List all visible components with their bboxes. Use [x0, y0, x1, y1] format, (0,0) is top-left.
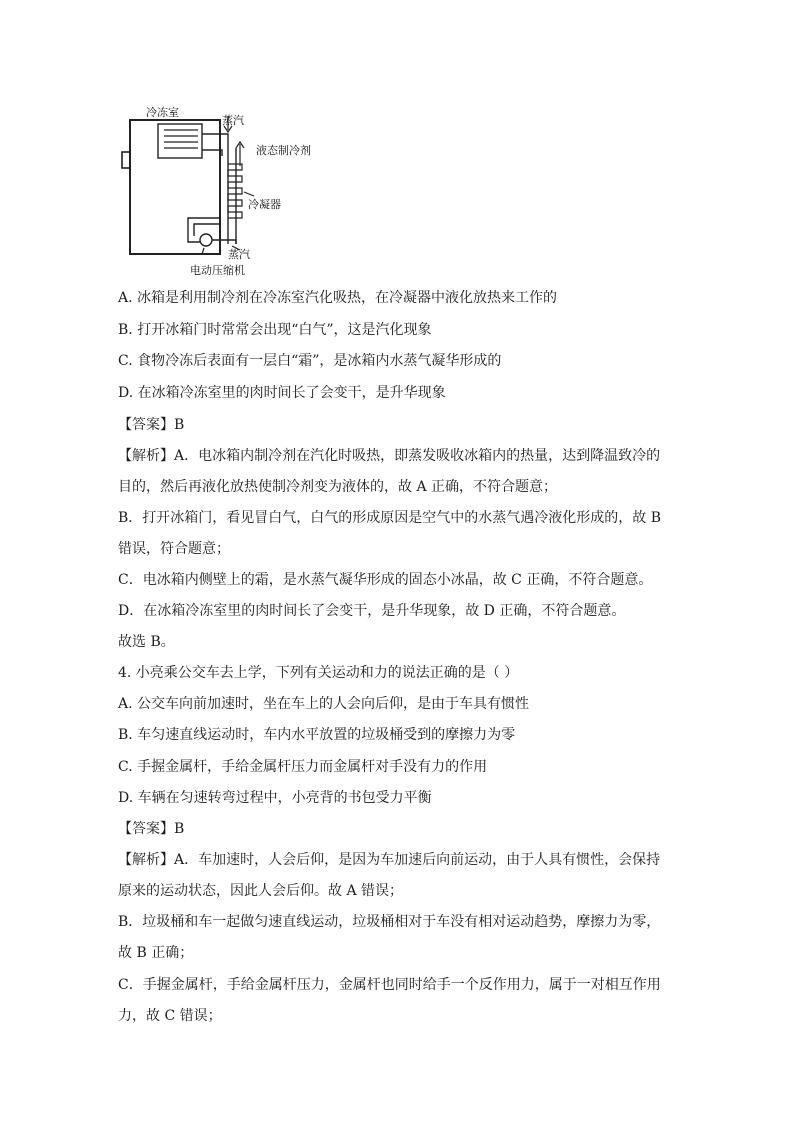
analysis-line: 【解析】A．车加速时，人会后仰，是因为车加速后向前运动，由于人具有惯性，会保持 — [118, 852, 661, 868]
analysis-line: 【解析】A．电冰箱内制冷剂在汽化时吸热，即蒸发吸收冰箱内的热量，达到降温致冷的 — [118, 448, 661, 464]
analysis-line: C．电冰箱内侧壁上的霜，是水蒸气凝华形成的固态小冰晶，故 C 正确，不符合题意。 — [118, 572, 653, 588]
analysis-line: B．垃圾桶和车一起做匀速直线运动，垃圾桶相对于车没有相对运动趋势，摩擦力为零， — [118, 914, 661, 930]
analysis-line: 故 B 正确； — [118, 945, 194, 961]
vapor-bottom-label: 蒸汽 — [228, 248, 250, 261]
question-4-line: 4. 小亮乘公交车去上学，下列有关运动和力的说法正确的是（ ） — [118, 665, 519, 681]
option-a-line: A. 冰箱是利用制冷剂在冷冻室汽化吸热，在冷凝器中液化放热来工作的 — [118, 290, 558, 306]
option-d-line: D. 在冰箱冷冻室里的肉时间长了会变干，是升华现象 — [118, 385, 446, 401]
freezer-label: 冷冻室 — [146, 106, 179, 119]
liquid-refrigerant-label: 液态制冷剂 — [256, 144, 311, 157]
option-a-line: A. 公交车向前加速时，坐在车上的人会向后仰，是由于车具有惯性 — [118, 696, 530, 712]
option-b-line: B. 打开冰箱门时常常会出现“白气”，这是汽化现象 — [118, 322, 432, 338]
option-b-line: B. 车匀速直线运动时，车内水平放置的垃圾桶受到的摩擦力为零 — [118, 727, 516, 743]
answer-line: 【答案】B — [118, 821, 185, 837]
refrigerator-diagram-svg — [118, 104, 328, 280]
analysis-line: D．在冰箱冷冻室里的肉时间长了会变干，是升华现象，故 D 正确，不符合题意。 — [118, 603, 626, 619]
option-c-line: C. 手握金属杆，手给金属杆压力而金属杆对手没有力的作用 — [118, 759, 488, 775]
analysis-line: 力，故 C 错误； — [118, 1008, 222, 1024]
analysis-line: 原来的运动状态，因此人会后仰。故 A 错误； — [118, 883, 404, 899]
vapor-top-label: 蒸汽 — [222, 114, 244, 127]
refrigerator-diagram — [118, 104, 328, 280]
analysis-line: B．打开冰箱门，看见冒白气，白气的形成原因是空气中的水蒸气遇冷液化形成的，故 B — [118, 510, 662, 526]
option-c-line: C. 食物冷冻后表面有一层白“霜”，是冰箱内水蒸气凝华形成的 — [118, 353, 502, 369]
option-d-line: D. 车辆在匀速转弯过程中，小亮背的书包受力平衡 — [118, 790, 432, 806]
conclusion-line: 故选 B。 — [118, 634, 175, 650]
condenser-label: 冷凝器 — [248, 198, 281, 211]
answer-line: 【答案】B — [118, 417, 185, 433]
analysis-line: C．手握金属杆，手给金属杆压力，金属杆也同时给手一个反作用力，属于一对相互作用 — [118, 977, 661, 993]
analysis-line: 目的，然后再液化放热使制冷剂变为液体的，故 A 正确，不符合题意； — [118, 479, 558, 495]
compressor-label: 电动压缩机 — [190, 264, 245, 277]
analysis-line: 错误，符合题意； — [118, 541, 230, 557]
